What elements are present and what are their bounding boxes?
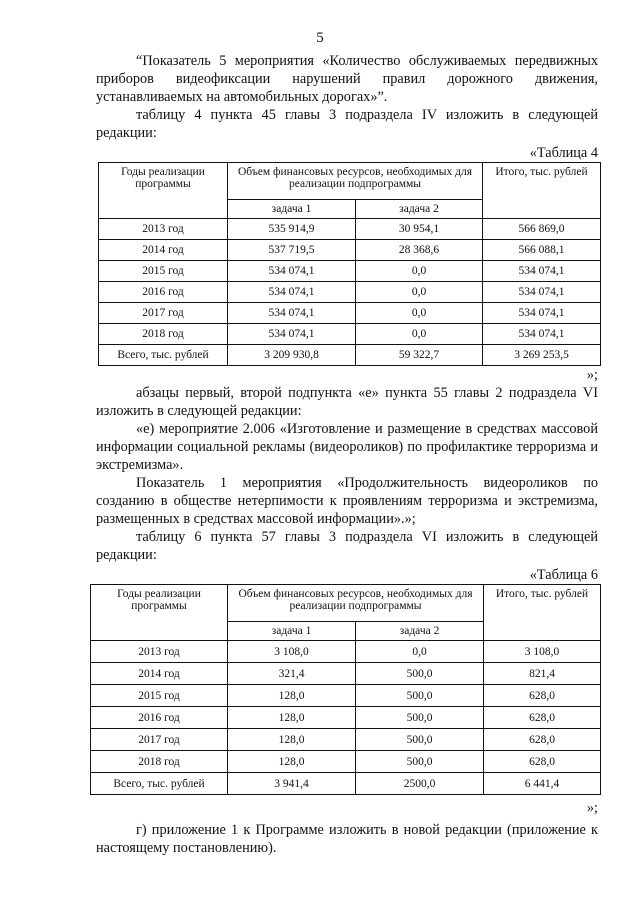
table-4-header-task-1: задача 1 bbox=[228, 200, 356, 219]
table-row bbox=[99, 219, 601, 240]
table-cell-task2: 500,0 bbox=[356, 685, 484, 707]
paragraphs-before-table-4 bbox=[96, 52, 598, 142]
table-6-header-volume: Объем финансовых ресурсов, необходимых для реализации подпрограммы bbox=[228, 585, 484, 622]
table-cell-task1: 128,0 bbox=[228, 729, 356, 751]
table-cell-task1: 534 074,1 bbox=[228, 261, 356, 282]
table-cell-year: 2017 год bbox=[91, 729, 228, 751]
table-cell-total: 628,0 bbox=[484, 751, 601, 773]
table-cell-task1: 321,4 bbox=[228, 663, 356, 685]
table-cell-total: 628,0 bbox=[484, 729, 601, 751]
table-cell-year: 2015 год bbox=[99, 261, 228, 282]
table-cell-total: 566 869,0 bbox=[483, 219, 601, 240]
table-4-header-task-2: задача 2 bbox=[356, 200, 483, 219]
table-row bbox=[91, 663, 601, 685]
table-cell-task2: 0,0 bbox=[356, 641, 484, 663]
table-cell-task2: 59 322,7 bbox=[356, 345, 483, 366]
table-row bbox=[99, 303, 601, 324]
table-cell-task1: 534 074,1 bbox=[228, 303, 356, 324]
table-6 bbox=[90, 584, 601, 795]
table-cell-year: 2018 год bbox=[91, 751, 228, 773]
table-cell-task1: 3 941,4 bbox=[228, 773, 356, 795]
table-cell-task2: 500,0 bbox=[356, 751, 484, 773]
table-cell-task2: 500,0 bbox=[356, 707, 484, 729]
table-cell-task1: 3 108,0 bbox=[228, 641, 356, 663]
table-row bbox=[91, 707, 601, 729]
table-cell-task2: 0,0 bbox=[356, 303, 483, 324]
table-cell-year: 2016 год bbox=[99, 282, 228, 303]
table-cell-task2: 0,0 bbox=[356, 261, 483, 282]
table-6-header-total: Итого, тыс. рублей bbox=[484, 585, 601, 641]
table-cell-total: 3 269 253,5 bbox=[483, 345, 601, 366]
table-cell-year: 2017 год bbox=[99, 303, 228, 324]
table-6-body bbox=[91, 641, 601, 795]
table-cell-year: 2013 год bbox=[91, 641, 228, 663]
table-cell-total: 628,0 bbox=[484, 707, 601, 729]
paragraph: “Показатель 5 мероприятия «Количество обслуживаемых передвижных приборов видеофиксации нарушений правил дорожного движения, устанавливаемых на автомобильных дорогах»”. bbox=[96, 53, 598, 105]
table-cell-total: 6 441,4 bbox=[484, 773, 601, 795]
table-cell-year: 2014 год bbox=[91, 663, 228, 685]
paragraph: таблицу 6 пункта 57 главы 3 подраздела VI изложить в следующей редакции: bbox=[96, 529, 598, 563]
table-row bbox=[91, 751, 601, 773]
table-row bbox=[99, 261, 601, 282]
table-4-caption: «Таблица 4 bbox=[529, 145, 598, 161]
table-cell-year: Всего, тыс. рублей bbox=[99, 345, 228, 366]
table-cell-total: 534 074,1 bbox=[483, 303, 601, 324]
table-cell-task2: 500,0 bbox=[356, 729, 484, 751]
table-row bbox=[91, 685, 601, 707]
table-cell-year: Всего, тыс. рублей bbox=[91, 773, 228, 795]
table-cell-total: 566 088,1 bbox=[483, 240, 601, 261]
table-row bbox=[99, 345, 601, 366]
table-6-header-years: Годы реализации программы bbox=[91, 585, 228, 641]
paragraphs-between-tables bbox=[96, 384, 598, 564]
table-6-header-task-2: задача 2 bbox=[356, 622, 484, 641]
table-cell-task2: 0,0 bbox=[356, 282, 483, 303]
paragraph: «е) мероприятие 2.006 «Изготовление и размещение в средствах массовой информации социальной рекламы (видеороликов) по профилактике терроризма и экстремизма». bbox=[96, 421, 598, 473]
table-cell-task1: 534 074,1 bbox=[228, 324, 356, 345]
table-cell-task1: 128,0 bbox=[228, 685, 356, 707]
table-cell-total: 3 108,0 bbox=[484, 641, 601, 663]
table-row bbox=[99, 324, 601, 345]
table-cell-total: 534 074,1 bbox=[483, 324, 601, 345]
table-cell-task2: 2500,0 bbox=[356, 773, 484, 795]
table-4-closing: »; bbox=[586, 367, 598, 383]
table-4-header-total: Итого, тыс. рублей bbox=[483, 163, 601, 219]
table-cell-task2: 0,0 bbox=[356, 324, 483, 345]
table-cell-total: 628,0 bbox=[484, 685, 601, 707]
table-row bbox=[99, 282, 601, 303]
table-4-header-volume: Объем финансовых ресурсов, необходимых для реализации подпрограммы bbox=[228, 163, 483, 200]
table-cell-task1: 3 209 930,8 bbox=[228, 345, 356, 366]
page-number: 5 bbox=[316, 30, 324, 46]
table-row bbox=[91, 641, 601, 663]
table-cell-task1: 128,0 bbox=[228, 707, 356, 729]
table-4 bbox=[98, 162, 601, 366]
table-4-header-years: Годы реализации программы bbox=[99, 163, 228, 219]
table-cell-task1: 535 914,9 bbox=[228, 219, 356, 240]
paragraphs-after-table-6 bbox=[96, 821, 598, 857]
paragraph: г) приложение 1 к Программе изложить в новой редакции (приложение к настоящему постановлению). bbox=[96, 822, 598, 856]
document-body bbox=[96, 52, 598, 857]
table-cell-year: 2016 год bbox=[91, 707, 228, 729]
table-4-body bbox=[99, 219, 601, 366]
table-cell-task2: 28 368,6 bbox=[356, 240, 483, 261]
table-cell-year: 2015 год bbox=[91, 685, 228, 707]
paragraph: Показатель 1 мероприятия «Продолжительность видеороликов по созданию в обществе нетерпимости к проявлениям терроризма и экстремизма, размещенных в средствах массовой информации».»; bbox=[96, 475, 598, 527]
table-row bbox=[91, 773, 601, 795]
table-6-closing: »; bbox=[586, 800, 598, 816]
table-cell-task1: 534 074,1 bbox=[228, 282, 356, 303]
table-cell-task2: 500,0 bbox=[356, 663, 484, 685]
table-cell-total: 534 074,1 bbox=[483, 282, 601, 303]
table-row bbox=[99, 240, 601, 261]
table-cell-task2: 30 954,1 bbox=[356, 219, 483, 240]
table-cell-year: 2013 год bbox=[99, 219, 228, 240]
table-cell-year: 2014 год bbox=[99, 240, 228, 261]
table-cell-task1: 537 719,5 bbox=[228, 240, 356, 261]
table-cell-task1: 128,0 bbox=[228, 751, 356, 773]
table-cell-total: 534 074,1 bbox=[483, 261, 601, 282]
paragraph: абзацы первый, второй подпункта «е» пункта 55 главы 2 подраздела VI изложить в следующей редакции: bbox=[96, 385, 598, 419]
table-row bbox=[91, 729, 601, 751]
table-6-caption: «Таблица 6 bbox=[529, 567, 598, 583]
table-cell-total: 821,4 bbox=[484, 663, 601, 685]
table-cell-year: 2018 год bbox=[99, 324, 228, 345]
table-6-header-task-1: задача 1 bbox=[228, 622, 356, 641]
paragraph: таблицу 4 пункта 45 главы 3 подраздела IV изложить в следующей редакции: bbox=[96, 107, 598, 141]
